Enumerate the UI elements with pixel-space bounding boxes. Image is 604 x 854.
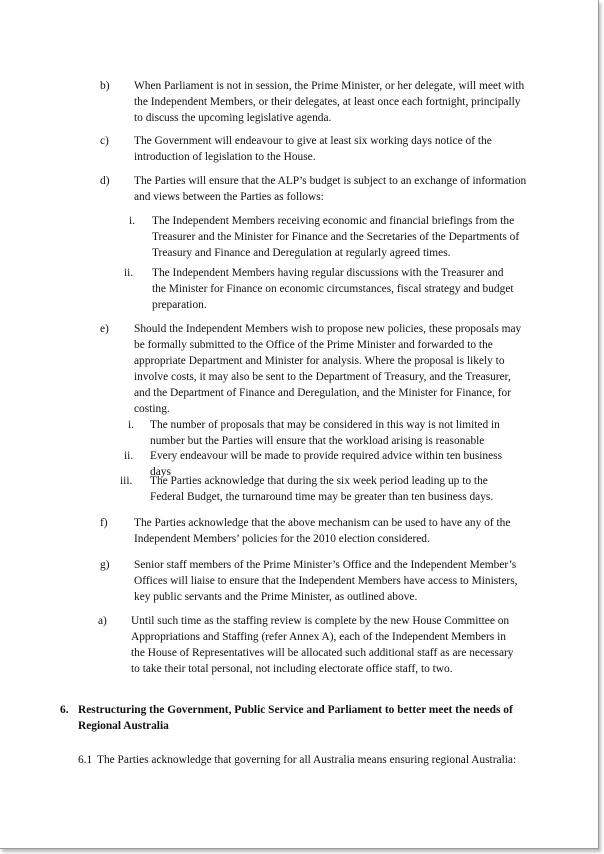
subitem-d-i-line: Treasury and Finance and Deregulation at regularly agreed times. (152, 247, 451, 259)
item-a-line: the House of Representatives will be allocated such additional staff as are necessary (131, 647, 514, 659)
item-d-line: The Parties will ensure that the ALP’s budget is subject to an exchange of information (134, 175, 527, 187)
subitem-label-d-ii: ii. (124, 267, 134, 279)
subitem-label-e-i: i. (128, 419, 135, 431)
subitem-d-ii-line: preparation. (152, 299, 207, 311)
item-g-line: Senior staff members of the Prime Minister’s Office and the Independent Member’s (134, 559, 517, 571)
item-a-line: Appropriations and Staffing (refer Annex A), each of the Independent Members in (131, 631, 506, 643)
item-e-line: costing. (134, 403, 170, 415)
section-number: 6. (60, 704, 69, 716)
item-label-f: f) (100, 517, 108, 529)
item-label-c: c) (100, 135, 109, 147)
item-label-d: d) (100, 175, 110, 187)
item-g-line: key public servants and the Prime Minister, as outlined above. (134, 591, 418, 603)
item-f-line: Independent Members’ policies for the 2010 election considered. (134, 533, 430, 545)
item-label-a: a) (98, 615, 107, 627)
subitem-d-i-line: The Independent Members receiving economic and financial briefings from the (152, 215, 515, 227)
item-e-line: involve costs, it may also be sent to the Department of Treasury, and the Treasurer, (134, 371, 511, 383)
item-label-e: e) (100, 323, 109, 335)
subitem-e-i-line: number but the Parties will ensure that the workload arising is reasonable (150, 435, 485, 447)
subitem-e-ii-line: Every endeavour will be made to provide required advice within ten business (150, 450, 503, 462)
section-heading-line: Regional Australia (78, 720, 169, 732)
item-a-line: to take their total personal, not including electorate office staff, to two. (131, 663, 453, 675)
subitem-label-e-ii: ii. (124, 450, 134, 462)
item-a-line: Until such time as the staffing review is complete by the new House Committee on (131, 615, 510, 627)
item-b-line: When Parliament is not in session, the Prime Minister, or her delegate, will meet with (134, 80, 525, 92)
item-e-line: Should the Independent Members wish to propose new policies, these proposals may (134, 323, 522, 335)
subitem-d-ii-line: the Minister for Finance on economic circumstances, fiscal strategy and budget (152, 283, 514, 295)
item-d-line: and views between the Parties as follows: (134, 191, 324, 203)
subitem-label-e-iii: iii. (120, 475, 133, 487)
item-c-line: The Government will endeavour to give at least six working days notice of the (134, 135, 492, 147)
subitem-e-iii-line: The Parties acknowledge that during the six week period leading up to the (150, 475, 488, 487)
clause-label: 6.1 (78, 754, 93, 766)
subitem-e-i-line: The number of proposals that may be considered in this way is not limited in (150, 419, 500, 431)
item-e-line: be formally submitted to the Office of the Prime Minister and forwarded to the (134, 339, 493, 351)
item-label-b: b) (100, 80, 110, 92)
subitem-e-iii-line: Federal Budget, the turnaround time may be greater than ten business days. (150, 491, 494, 503)
item-b-line: to discuss the upcoming legislative agenda. (134, 112, 332, 124)
item-g-line: Offices will liaise to ensure that the Independent Members have access to Ministers, (134, 575, 518, 587)
section-heading-line: Restructuring the Government, Public Service and Parliament to better meet the needs of (78, 704, 513, 716)
item-c-line: introduction of legislation to the House. (134, 151, 316, 163)
item-e-line: and the Department of Finance and Deregulation, and the Minister for Finance, for (134, 387, 512, 399)
item-e-line: appropriate Department and Minister for analysis. Where the proposal is likely to (134, 355, 505, 367)
subitem-e-ii-line: days (150, 466, 171, 478)
item-b-line: the Independent Members, or their delegates, at least once each fortnight, principally (134, 96, 521, 108)
clause-text: The Parties acknowledge that governing for all Australia means ensuring regional Australia: (97, 754, 517, 766)
subitem-label-d-i: i. (129, 215, 136, 227)
item-label-g: g) (100, 559, 110, 571)
subitem-d-i-line: Treasurer and the Minister for Finance and the Secretaries of the Departments of (152, 231, 520, 243)
item-f-line: The Parties acknowledge that the above mechanism can be used to have any of the (134, 517, 511, 529)
subitem-d-ii-line: The Independent Members having regular discussions with the Treasurer and (152, 267, 504, 279)
